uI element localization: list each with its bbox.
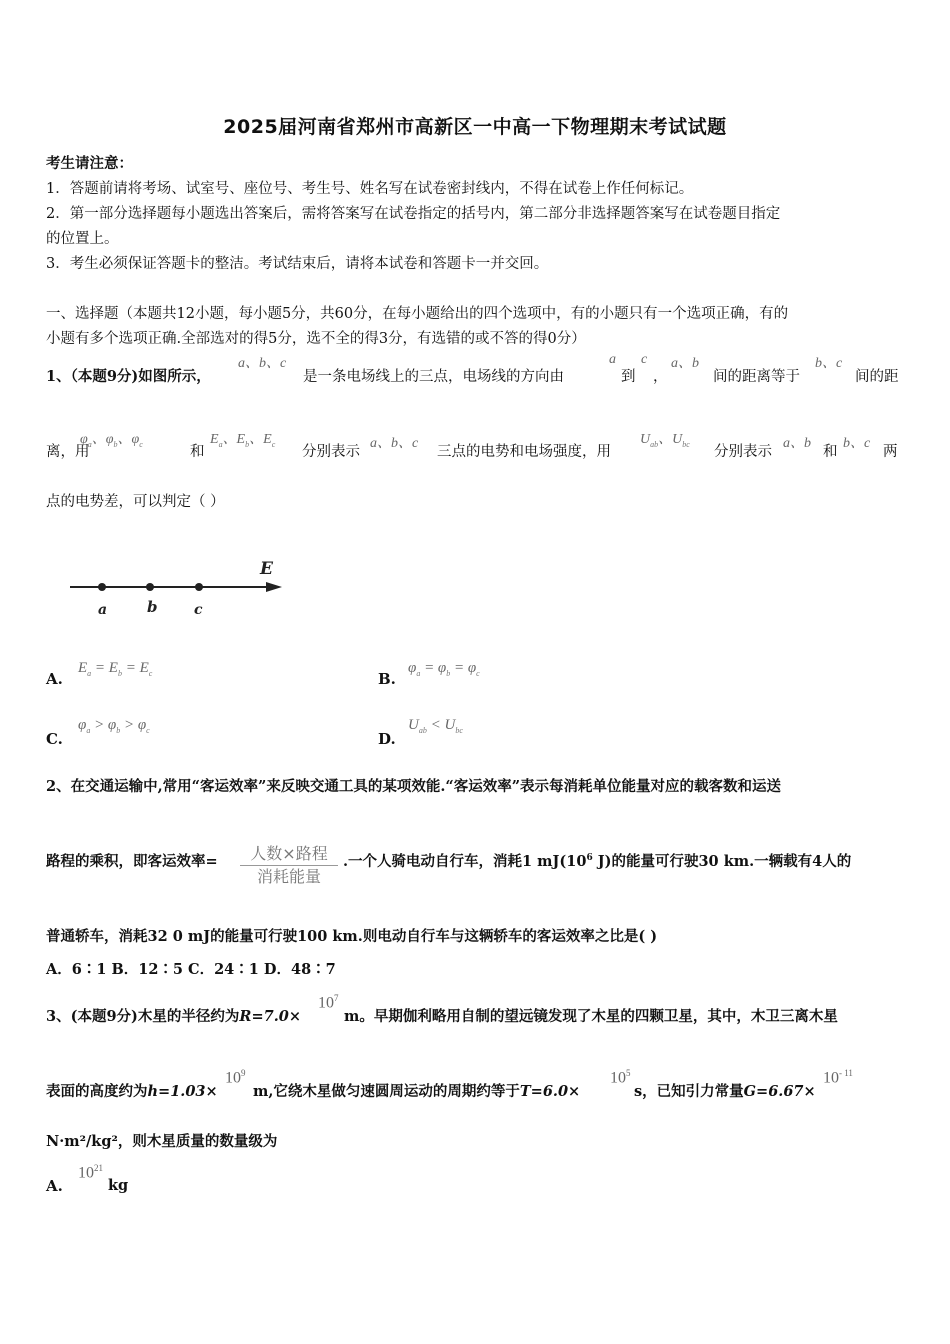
q1-u-math: $U_{ab}$、$U_{bc}$ [640, 432, 690, 449]
point-b [146, 583, 154, 591]
point-c [195, 583, 203, 591]
notice-item: 的位置上。 [46, 231, 119, 247]
point-label: c [194, 602, 203, 618]
q3-power: $10^7$ [318, 993, 339, 1012]
q1-abc-math: a、b、c [238, 356, 287, 371]
q3-power: $10^9$ [225, 1068, 246, 1087]
q2-text: 路程的乘积，即客运效率= [46, 853, 218, 870]
field-label: E [260, 559, 273, 579]
fraction-denominator: 消耗能量 [256, 867, 321, 886]
option-expr: $U_{ab} < U_{bc}$ [408, 717, 463, 735]
q1-text: 间的距 [855, 369, 899, 385]
point-a [98, 583, 106, 591]
arrowhead-icon [266, 582, 282, 592]
q1-c-math: c [641, 352, 648, 367]
q1-text: 离，用 [46, 444, 90, 460]
q2-text: 2、在交通运输中,常用“客运效率”来反映交通工具的某项效能.“客运效率”表示每消耗单位能量对应的载客数和运送 [46, 778, 782, 795]
option-expr: $\varphi_a > \varphi_b > \varphi_c$ [78, 717, 150, 735]
q3-text: m。早期伽利略用自制的望远镜发现了木星的四颗卫星，其中，木卫三离木星 [344, 1008, 838, 1025]
q1-ab-math: a、b [783, 436, 811, 451]
q2-options: A．6∶1 B．12∶5 C．24∶1 D．48∶7 [46, 961, 336, 978]
notice-item: 3．考生必须保证答题卡的整洁。考试结束后，请将本试卷和答题卡一并交回。 [46, 256, 549, 272]
q1-text: ， [653, 369, 668, 385]
notice-heading: 考生请注意： [46, 155, 133, 172]
option-label: A. [46, 1177, 63, 1195]
q1-text: 和 [823, 444, 838, 460]
q3-power: $10^5$ [610, 1068, 631, 1087]
fraction-numerator: 人数×路程 [240, 843, 338, 866]
q3-text: 表面的高度约为h=1.03× [46, 1083, 218, 1100]
q2-text: .一个人骑电动自行车，消耗1 $mJ(10^6$ J)的能量可行驶30 km.一辆载有4人的 [343, 853, 852, 870]
q1-a-math: a [609, 352, 616, 367]
q1-text: 和 [190, 444, 205, 460]
q3-text: m,它绕木星做匀速圆周运动的周期约等于T=6.0× [253, 1083, 581, 1100]
q1-e-math: $E_a$、$E_b$、$E_c$ [210, 432, 276, 449]
q1-text: 分别表示 [714, 444, 772, 460]
q3-text: 3、(本题9分)木星的半径约为R=7.0× [46, 1008, 301, 1025]
q1-phi-math: $\varphi_a$、$\varphi_b$、$\varphi_c$ [80, 432, 143, 449]
q3-text: s，已知引力常量G=6.67× [634, 1083, 816, 1100]
page-title: 2025届河南省郑州市高新区一中高一下物理期末考试试题 [223, 116, 727, 138]
section-heading-cont: 小题有多个选项正确.全部选对的得5分，选不全的得3分，有选错的或不答的得0分） [46, 331, 586, 347]
option-expr: $E_a = E_b = E_c$ [78, 660, 153, 678]
q1-bc-math: b、c [843, 436, 871, 451]
q3-text: N·m²/kg²，则木星质量的数量级为 [46, 1133, 278, 1150]
section-heading: 一、选择题（本题共12小题，每小题5分，共60分，在每小题给出的四个选项中，有的小题只有一个选项正确，有的 [46, 306, 789, 322]
q1-text: 点的电势差，可以判定（ ） [46, 494, 225, 510]
q1-text: 是一条电场线上的三点，电场线的方向由 [303, 369, 564, 385]
q2-text: 普通轿车，消耗32 0 mJ的能量可行驶100 km.则电动自行车与这辆轿车的客运效率之比是( ) [46, 928, 658, 945]
q1-ab-math: a、b [671, 356, 699, 371]
q1-text: 1、（本题9分)如图所示， [46, 368, 211, 385]
q3-power: $10^{- 11}$ [823, 1068, 853, 1087]
q1-text: 分别表示 [302, 444, 360, 460]
efficiency-fraction [240, 843, 338, 888]
notice-item: 1．答题前请将考场、试室号、座位号、考生号、姓名写在试卷密封线内，不得在试卷上作任何标记。 [46, 181, 694, 197]
notice-item: 2．第一部分选择题每小题选出答案后，需将答案写在试卷指定的括号内，第二部分非选择题答案写在试卷题目指定 [46, 206, 781, 222]
electric-field-figure [60, 552, 300, 642]
option-label: A. [46, 670, 63, 688]
option-label: D. [378, 730, 396, 748]
q1-text: 到 [621, 369, 636, 385]
q1-text: 间的距离等于 [713, 369, 800, 385]
point-label: b [147, 598, 158, 616]
q1-text: 两 [883, 444, 898, 460]
q1-text: 三点的电势和电场强度，用 [437, 444, 611, 460]
q1-bc-math: b、c [815, 356, 843, 371]
q1-abc-math: a、b、c [370, 436, 419, 451]
q3-option-unit: kg [108, 1177, 129, 1194]
option-expr: $\varphi_a = \varphi_b = \varphi_c$ [408, 660, 480, 678]
point-label: a [98, 602, 108, 618]
option-label: C. [46, 730, 63, 748]
option-label: B. [378, 670, 396, 688]
q3-option-power: $10^{21}$ [78, 1163, 103, 1182]
